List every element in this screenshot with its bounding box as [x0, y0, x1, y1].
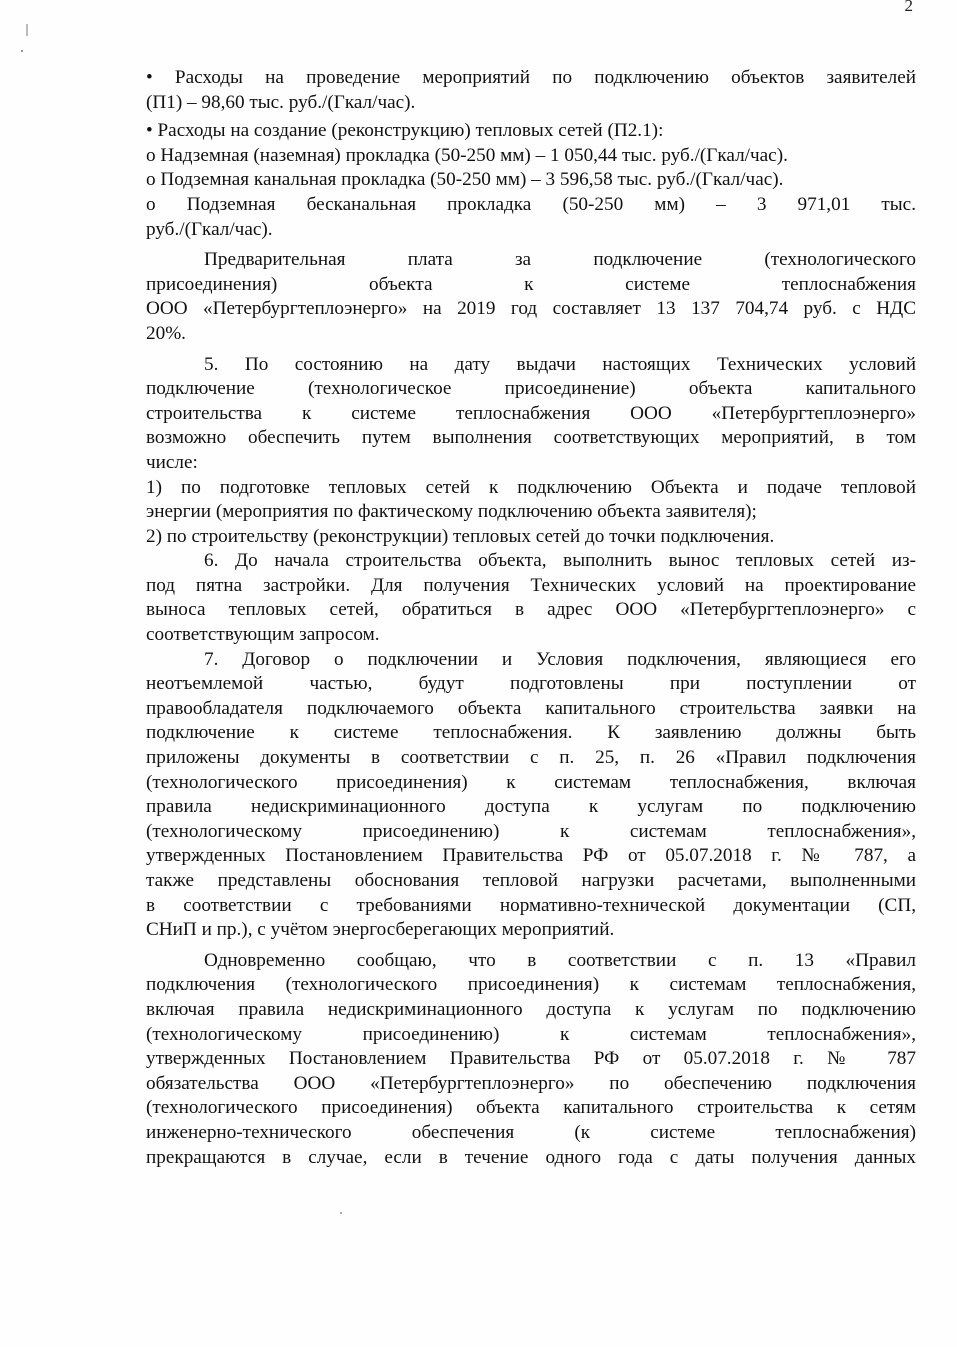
text-line: утвержденных Постановлением Правительства РФ от 05.07.2018 г. № 787: [146, 1048, 916, 1070]
text-line: правила недискриминационного доступа к услугам по подключению: [146, 796, 916, 818]
text-line: в соответствии с требованиями нормативно-технической документации (СП,: [146, 894, 916, 916]
text-line: Предварительная плата за подключение (технологического: [204, 249, 916, 271]
text-line: подключение к системе теплоснабжения. К заявлению должны быть: [146, 722, 916, 744]
text-line: правообладателя подключаемого объекта капитального строительства заявки на: [146, 697, 916, 719]
scan-artifact: [21, 50, 23, 52]
paragraph-7: [146, 648, 916, 943]
text-line: 7. Договор о подключении и Условия подключения, являющиеся его: [204, 648, 916, 670]
text-line: Одновременно сообщаю, что в соответствии с п. 13 «Правил: [204, 949, 916, 971]
text-line: 6. До начала строительства объекта, выполнить вынос тепловых сетей из-: [204, 550, 916, 572]
paragraph-6: [146, 549, 916, 647]
text-line: неотъемлемой частью, будут подготовлены при поступлении от: [146, 673, 916, 695]
text-line: утвержденных Постановлением Правительства РФ от 05.07.2018 г. № 787, а: [146, 845, 916, 867]
text-line: подключения (технологического присоединения) к системам теплоснабжения,: [146, 974, 916, 996]
document-body: [146, 66, 916, 1170]
text-line: энергии (мероприятия по фактическому подключению объекта заявителя);: [146, 501, 757, 523]
text-line: включая правила недискриминационного доступа к услугам по подключению: [146, 998, 916, 1020]
text-line: под пятна застройки. Для получения Технических условий на проектирование: [146, 574, 916, 596]
text-line: выноса тепловых сетей, обратиться в адрес ООО «Петербургтеплоэнерго» с: [146, 599, 916, 621]
text-line: руб./(Гкал/час).: [146, 218, 273, 240]
cost-bullet-p1: [146, 66, 916, 115]
text-line: возможно обеспечить путем выполнения соответствующих мероприятий, в том: [146, 427, 916, 449]
page-number: 2: [904, 0, 913, 15]
sub-item-channel: o Подземная канальная прокладка (50-250 мм) – 3 596,58 тыс. руб./(Гкал/час).: [146, 169, 784, 191]
text-line: присоединения) объекта к системе теплоснабжения: [146, 273, 916, 295]
paragraph-notice: [146, 949, 916, 1170]
text-line: ООО «Петербургтеплоэнерго» на 2019 год составляет 13 137 704,74 руб. с НДС: [146, 298, 916, 320]
text-line: СНиП и пр.), с учётом энергосберегающих мероприятий.: [146, 919, 615, 941]
list-item-1: 1) по подготовке тепловых сетей к подключению Объекта и подаче тепловой: [146, 476, 916, 498]
scan-artifact: [26, 24, 28, 36]
text-line: приложены документы в соответствии с п. 25, п. 26 «Правил подключения: [146, 747, 916, 769]
sub-item-channelless: o Подземная бесканальная прокладка (50-250 мм) – 3 971,01 тыс.: [146, 193, 916, 215]
text-line: инженерно-технического обеспечения (к системе теплоснабжения): [146, 1121, 916, 1143]
text-line: (технологического присоединения) к системам теплоснабжения, включая: [146, 771, 916, 793]
text-line: строительства к системе теплоснабжения ООО «Петербургтеплоэнерго»: [146, 402, 916, 424]
text-line: обязательства ООО «Петербургтеплоэнерго» по обеспечению подключения: [146, 1072, 916, 1094]
text-line: • Расходы на создание (реконструкцию) тепловых сетей (П2.1):: [146, 120, 664, 142]
scan-artifact: [340, 1212, 342, 1214]
text-line: (технологическому присоединению) к системам теплоснабжения»,: [146, 820, 916, 842]
list-item-2: 2) по строительству (реконструкции) тепловых сетей до точки подключения.: [146, 525, 775, 547]
text-line: числе:: [146, 451, 198, 473]
sub-item-overground: o Надземная (наземная) прокладка (50-250 мм) – 1 050,44 тыс. руб./(Гкал/час).: [146, 144, 788, 166]
text-line: (П1) – 98,60 тыс. руб./(Гкал/час).: [146, 91, 416, 113]
paragraph-5: [146, 353, 916, 550]
text-line: 20%.: [146, 322, 186, 344]
text-line: 5. По состоянию на дату выдачи настоящих Технических условий: [204, 353, 916, 375]
text-line: прекращаются в случае, если в течение одного года с даты получения данных: [146, 1146, 916, 1168]
text-line: (технологическому присоединению) к системам теплоснабжения»,: [146, 1023, 916, 1045]
paragraph-preliminary-fee: [146, 248, 916, 346]
text-line: подключение (технологическое присоединение) объекта капитального: [146, 378, 916, 400]
cost-bullet-p2: [146, 119, 916, 242]
text-line: (технологического присоединения) объекта капитального строительства к сетям: [146, 1097, 916, 1119]
text-line: также представлены обоснования тепловой нагрузки расчетами, выполненными: [146, 870, 916, 891]
text-line: • Расходы на проведение мероприятий по подключению объектов заявителей: [146, 67, 916, 88]
text-line: соответствующим запросом.: [146, 624, 380, 646]
